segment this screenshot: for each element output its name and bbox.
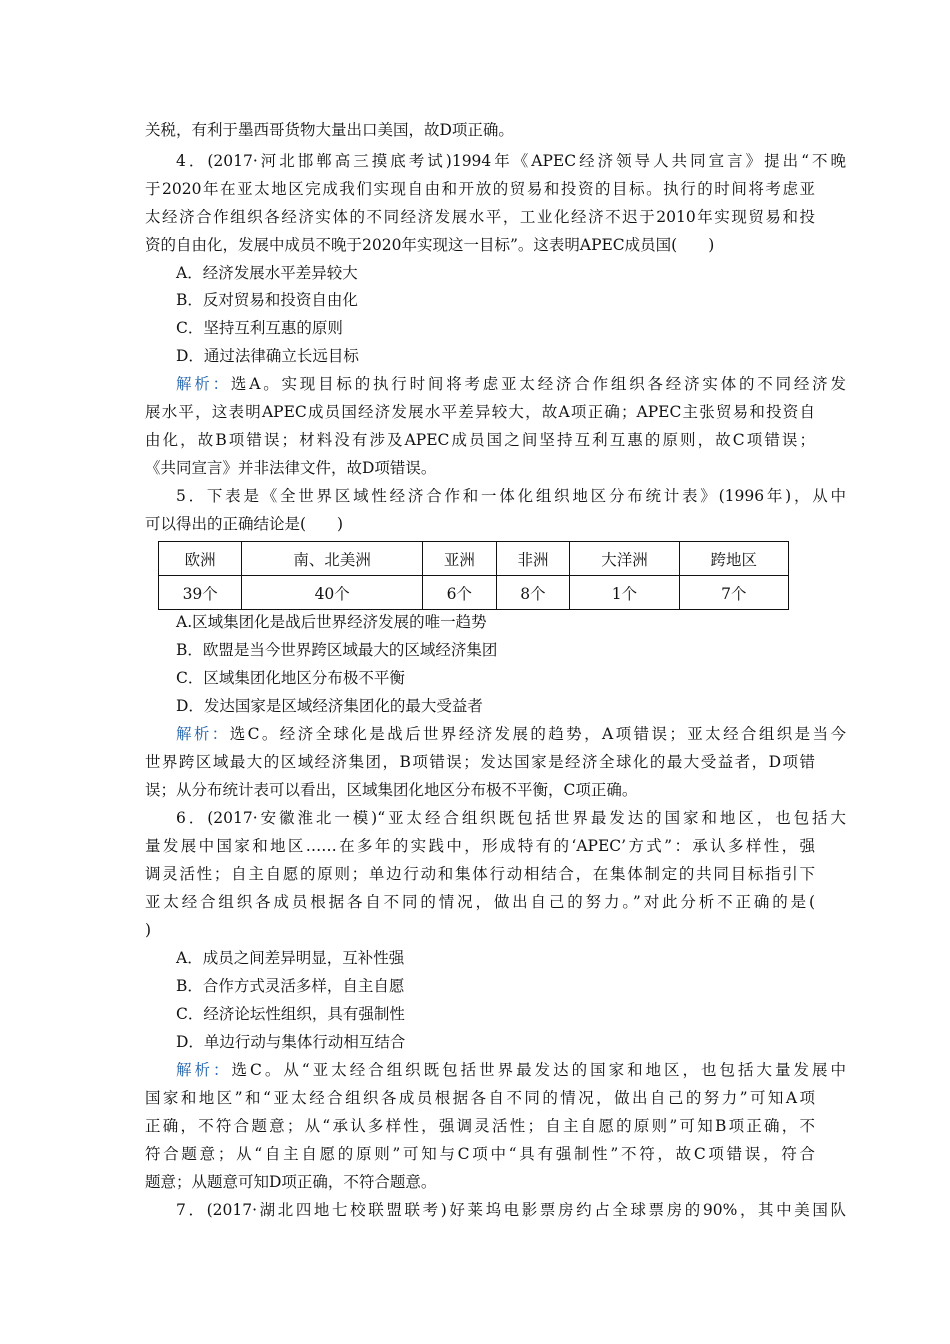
table-cell: 6个 [423, 576, 497, 610]
table-header-row [159, 542, 789, 576]
q6-analysis-line: 国家和地区”和“亚太经合组织各成员根据各自不同的情况，做出自己的努力”可知A项 [145, 1089, 815, 1107]
q5-analysis-line: 误；从分布统计表可以看出，区域集团化地区分布极不平衡，C项正确。 [145, 781, 638, 799]
q4-option-d: D．通过法律确立长远目标 [176, 347, 359, 365]
table-row [159, 576, 789, 610]
q6-stem-line: 调灵活性；自主自愿的原则；单边行动和集体行动相结合，在集体制定的共同目标指引下 [145, 865, 815, 883]
q5-stem-line: 5．下表是《全世界区域性经济合作和一体化组织地区分布统计表》(1996年)，从中 [176, 487, 846, 505]
q4-analysis-line [176, 372, 846, 396]
q4-stem-line: 资的自由化，发展中成员不晚于2020年实现这一目标”。这表明APEC成员国( ) [145, 236, 715, 254]
q5-option-c: C．区域集团化地区分布极不平衡 [176, 669, 405, 687]
q4-analysis-line: 《共同宣言》并非法律文件，故D项错误。 [145, 459, 437, 477]
q6-analysis-text: 选C。从“亚太经合组织既包括世界最发达的国家和地区，也包括大量发展中 [231, 1061, 846, 1079]
table-cell: 39个 [159, 576, 242, 610]
q5-option-b: B．欧盟是当今世界跨区域最大的区域经济集团 [176, 641, 498, 659]
q6-analysis-line: 正确，不符合题意；从“承认多样性，强调灵活性；自主自愿的原则”可知B项正确，不 [145, 1117, 815, 1135]
q5-analysis-line [176, 722, 846, 746]
distribution-table [158, 541, 789, 610]
table-header-cell: 南、北美洲 [242, 542, 423, 576]
q4-analysis-text: 选A。实现目标的执行时间将考虑亚太经济合作组织各经济实体的不同经济发 [230, 375, 846, 393]
table-header-cell: 跨地区 [679, 542, 788, 576]
table-header-cell: 非洲 [496, 542, 570, 576]
table-header-cell: 欧洲 [159, 542, 242, 576]
q4-option-c: C．坚持互利互惠的原则 [176, 319, 343, 337]
table-header-cell: 亚洲 [423, 542, 497, 576]
q5-stem-line: 可以得出的正确结论是( ) [145, 515, 344, 533]
q4-stem-line: 4．(2017·河北邯郸高三摸底考试)1994年《APEC经济领导人共同宣言》提出“不晚 [176, 152, 846, 170]
intro-line: 关税，有利于墨西哥货物大量出口美国，故D项正确。 [145, 121, 514, 139]
q7-stem-line: 7．(2017·湖北四地七校联盟联考)好莱坞电影票房约占全球票房的90%，其中美国队 [176, 1201, 846, 1219]
q6-option-c: C．经济论坛性组织，具有强制性 [176, 1005, 405, 1023]
table-header-cell: 大洋洲 [570, 542, 679, 576]
q6-stem-line: 亚太经合组织各成员根据各自不同的情况，做出自己的努力。”对此分析不正确的是( [145, 893, 815, 911]
q5-option-a: A.区域集团化是战后世界经济发展的唯一趋势 [176, 613, 487, 631]
q4-analysis-line: 展水平，这表明APEC成员国经济发展水平差异较大，故A项正确；APEC主张贸易和投资自 [145, 403, 815, 421]
table-cell: 8个 [496, 576, 570, 610]
q6-stem-line: 量发展中国家和地区……在多年的实践中，形成特有的‘APEC’方式”：承认多样性，强 [145, 837, 815, 855]
q4-stem-line: 于2020年在亚太地区完成我们实现自由和开放的贸易和投资的目标。执行的时间将考虑亚 [145, 180, 815, 198]
q6-analysis-label: 解析： [176, 1061, 232, 1079]
q6-stem-line: ) [145, 921, 152, 939]
q6-analysis-line [176, 1058, 846, 1082]
table-cell: 1个 [570, 576, 679, 610]
q5-analysis-text: 选C。经济全球化是战后世界经济发展的趋势，A项错误；亚太经合组织是当今 [229, 725, 846, 743]
q6-option-a: A．成员之间差异明显，互补性强 [176, 949, 405, 967]
q4-option-a: A．经济发展水平差异较大 [176, 264, 358, 282]
q5-option-d: D．发达国家是区域经济集团化的最大受益者 [176, 697, 483, 715]
table-cell: 7个 [679, 576, 788, 610]
q5-analysis-line: 世界跨区域最大的区域经济集团，B项错误；发达国家是经济全球化的最大受益者，D项错 [145, 753, 815, 771]
q5-analysis-label: 解析： [176, 725, 230, 743]
q6-analysis-line: 题意；从题意可知D项正确，不符合题意。 [145, 1173, 437, 1191]
q6-analysis-line: 符合题意；从“自主自愿的原则”可知与C项中“具有强制性”不符，故C项错误，符合 [145, 1145, 815, 1163]
q6-option-b: B．合作方式灵活多样，自主自愿 [176, 977, 405, 995]
q4-option-b: B．反对贸易和投资自由化 [176, 291, 358, 309]
q6-option-d: D．单边行动与集体行动相互结合 [176, 1033, 406, 1051]
q4-analysis-line: 由化，故B项错误；材料没有涉及APEC成员国之间坚持互利互惠的原则，故C项错误； [145, 431, 815, 449]
q6-stem-line: 6．(2017·安徽淮北一模)“亚太经合组织既包括世界最发达的国家和地区，也包括大 [176, 809, 846, 827]
q4-stem-line: 太经济合作组织各经济实体的不同经济发展水平，工业化经济不迟于2010年实现贸易和投 [145, 208, 815, 226]
q4-analysis-label: 解析： [176, 375, 231, 393]
table-cell: 40个 [242, 576, 423, 610]
